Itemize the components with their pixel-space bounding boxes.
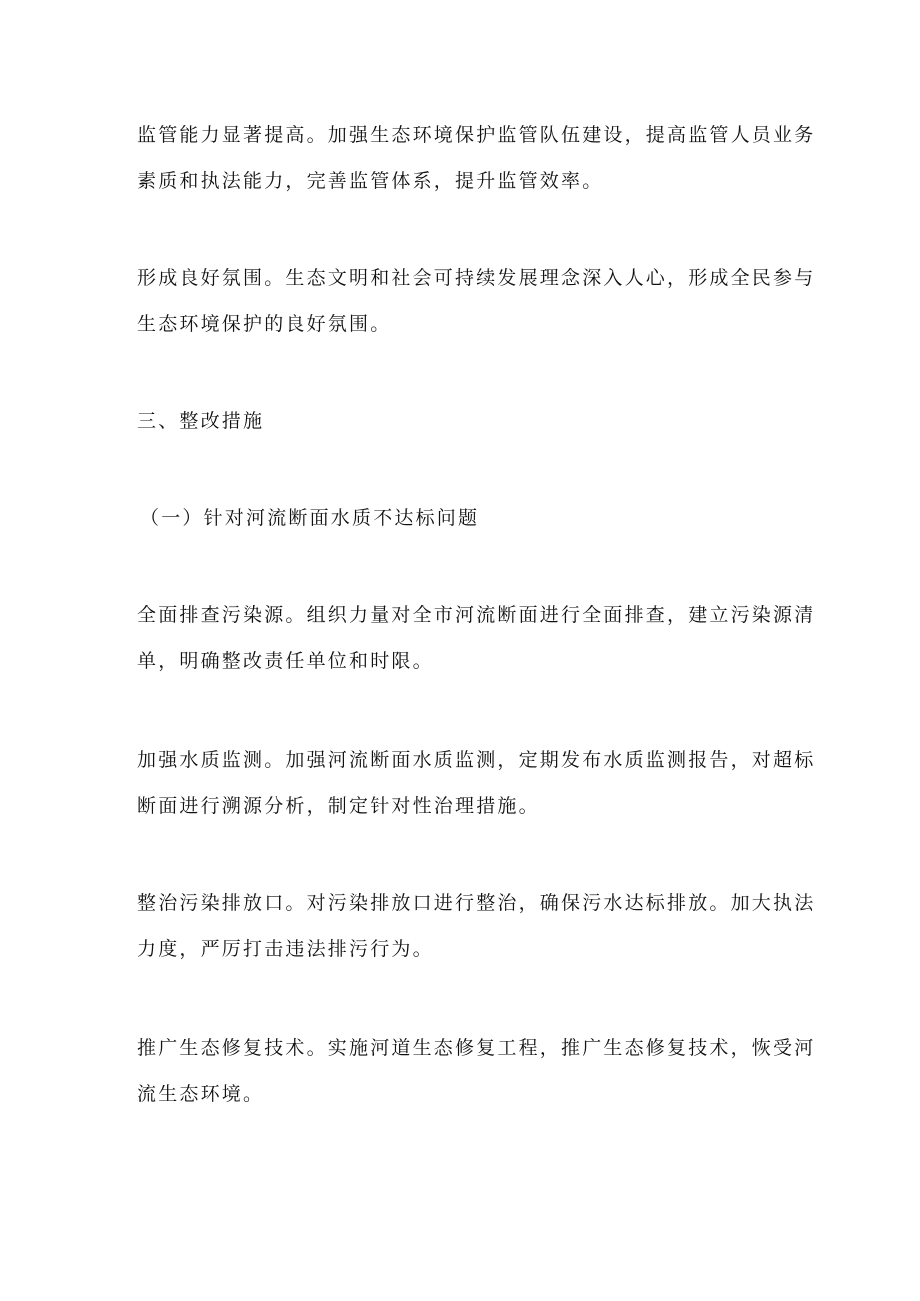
text-line: 素质和执法能力，完善监管体系，提升监管效率。	[137, 170, 604, 192]
measure-pollution-source-survey	[137, 592, 816, 684]
text-line: 形成良好氛围。生态文明和社会可持续发展理念深入人心，形成全民参与	[137, 267, 816, 289]
text-line: 单，明确整改责任单位和时限。	[137, 650, 434, 672]
text-line: 整治污染排放口。对污染排放口进行整治，确保污水达标排放。加大执法	[137, 892, 816, 914]
section-heading: 三、整改措施	[137, 410, 265, 432]
subsection-heading: （一）针对河流断面水质不达标问题	[140, 507, 480, 529]
text-line: 断面进行溯源分析，制定针对性治理措施。	[137, 795, 540, 817]
text-line: 推广生态修复技术。实施河道生态修复工程，推广生态修复技术，恢受河	[137, 1037, 816, 1059]
text-line: 流生态环境。	[137, 1083, 265, 1105]
paragraph-supervision-capacity	[137, 112, 816, 204]
text-line: 加强水质监测。加强河流断面水质监测，定期发布水质监测报告，对超标	[137, 749, 816, 771]
text-line: 生态环境保护的良好氛围。	[137, 313, 392, 335]
text-line: 力度，严厉打击违法排污行为。	[137, 938, 434, 960]
measure-outfall-rectification	[137, 880, 816, 972]
measure-ecological-restoration	[137, 1025, 816, 1117]
text-line: 全面排查污染源。组织力量对全市河流断面进行全面排查，建立污染源清	[137, 604, 816, 626]
paragraph-good-atmosphere	[137, 255, 816, 347]
measure-water-monitoring	[137, 737, 816, 829]
text-line: 监管能力显著提高。加强生态环境保护监管队伍建设，提高监管人员业务	[137, 124, 816, 146]
